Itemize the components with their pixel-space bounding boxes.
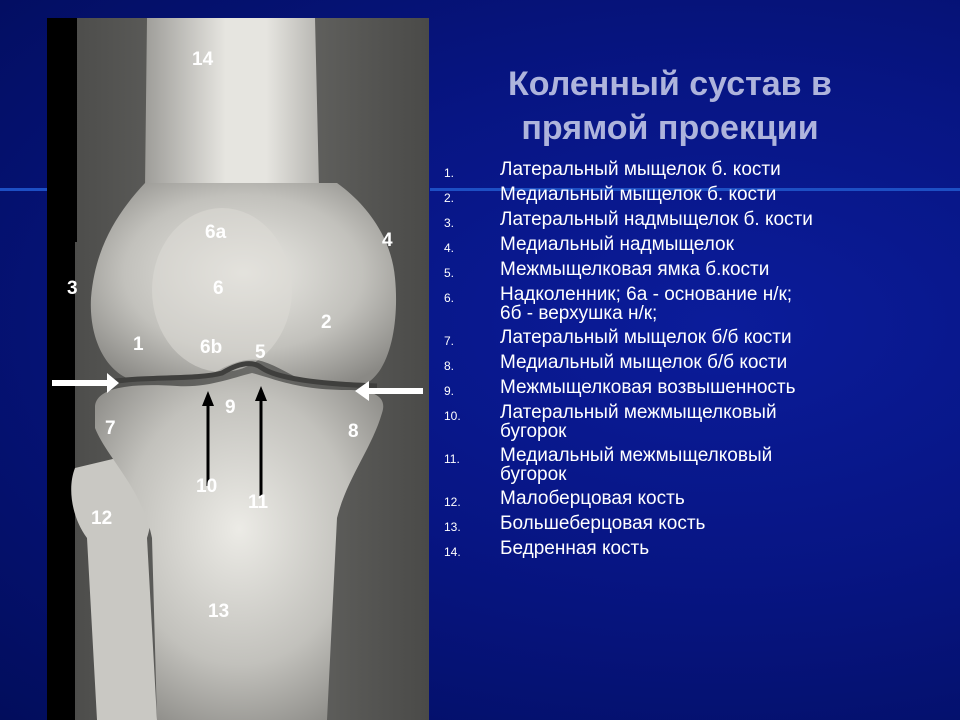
label-7: 7	[105, 418, 116, 439]
black-strip	[47, 18, 77, 242]
knee-xray-image	[47, 18, 429, 720]
decor-line-left	[0, 188, 48, 191]
legend-item	[444, 328, 944, 348]
legend-text: Латеральный надмыщелок б. кости	[500, 209, 813, 230]
legend-number: 14.	[444, 545, 461, 559]
legend-item	[444, 403, 944, 441]
legend-item	[444, 446, 944, 484]
legend-text: Малоберцовая кость	[500, 488, 685, 509]
label-6b: 6b	[200, 337, 223, 358]
legend-number: 10.	[444, 409, 461, 423]
legend-text-line-2: бугорок	[500, 464, 567, 485]
legend-item	[444, 210, 944, 230]
label-4: 4	[382, 230, 393, 251]
legend-text: Медиальный мыщелок б/б кости	[500, 352, 788, 373]
legend-text-line-1: Надколенник; 6а - основание н/к;	[500, 284, 793, 305]
slide-title	[450, 62, 890, 150]
legend-item	[444, 185, 944, 205]
legend-text: Латеральный мыщелок б. кости	[500, 159, 781, 180]
legend-number: 5.	[444, 266, 455, 280]
label-11: 11	[248, 492, 269, 513]
legend-text	[500, 285, 792, 323]
legend-list	[444, 160, 944, 564]
label-10: 10	[196, 476, 218, 497]
legend-number: 9.	[444, 384, 455, 398]
legend-text: Большеберцовая кость	[500, 513, 706, 534]
legend-number: 1.	[444, 166, 455, 180]
label-1: 1	[133, 334, 144, 355]
title-line-2: прямой проекции	[521, 109, 819, 147]
legend-item	[444, 539, 944, 559]
title-line-1: Коленный сустав в	[508, 65, 832, 103]
legend-number: 8.	[444, 359, 455, 373]
legend-item	[444, 514, 944, 534]
legend-item	[444, 489, 944, 509]
xray-drawing	[47, 18, 429, 720]
legend-number: 3.	[444, 216, 455, 230]
legend-item	[444, 235, 944, 255]
label-3: 3	[67, 278, 78, 299]
legend-item	[444, 353, 944, 373]
legend-text: Межмыщелковая ямка б.кости	[500, 259, 770, 280]
legend-number: 4.	[444, 241, 455, 255]
legend-text: Медиальный мыщелок б. кости	[500, 184, 777, 205]
legend-number: 13.	[444, 520, 461, 534]
legend-text-line-2: 6б - верхушка н/к;	[500, 303, 658, 324]
label-13: 13	[208, 601, 230, 622]
label-6a: 6a	[205, 222, 227, 243]
legend-item	[444, 260, 944, 280]
legend-text-line-1: Латеральный межмыщелковый	[500, 402, 777, 423]
legend-number: 7.	[444, 334, 455, 348]
legend-item	[444, 285, 944, 323]
label-9: 9	[225, 397, 236, 418]
legend-text: Латеральный мыщелок б/б кости	[500, 327, 792, 348]
label-12: 12	[91, 508, 113, 529]
legend-text	[500, 403, 777, 441]
legend-text-line-2: бугорок	[500, 421, 567, 442]
legend-text: Межмыщелковая возвышенность	[500, 377, 796, 398]
label-2: 2	[321, 312, 332, 333]
legend-number: 11.	[444, 452, 460, 466]
label-14: 14	[192, 49, 214, 70]
label-6: 6	[213, 278, 224, 299]
legend-item	[444, 378, 944, 398]
legend-item	[444, 160, 944, 180]
legend-number: 12.	[444, 495, 461, 509]
legend-text	[500, 446, 772, 484]
legend-number: 6.	[444, 291, 455, 305]
legend-number: 2.	[444, 191, 455, 205]
legend-text-line-1: Медиальный межмыщелковый	[500, 445, 773, 466]
label-5: 5	[255, 342, 266, 363]
label-8: 8	[348, 421, 359, 442]
legend-text: Медиальный надмыщелок	[500, 234, 734, 255]
legend-text: Бедренная кость	[500, 538, 650, 559]
